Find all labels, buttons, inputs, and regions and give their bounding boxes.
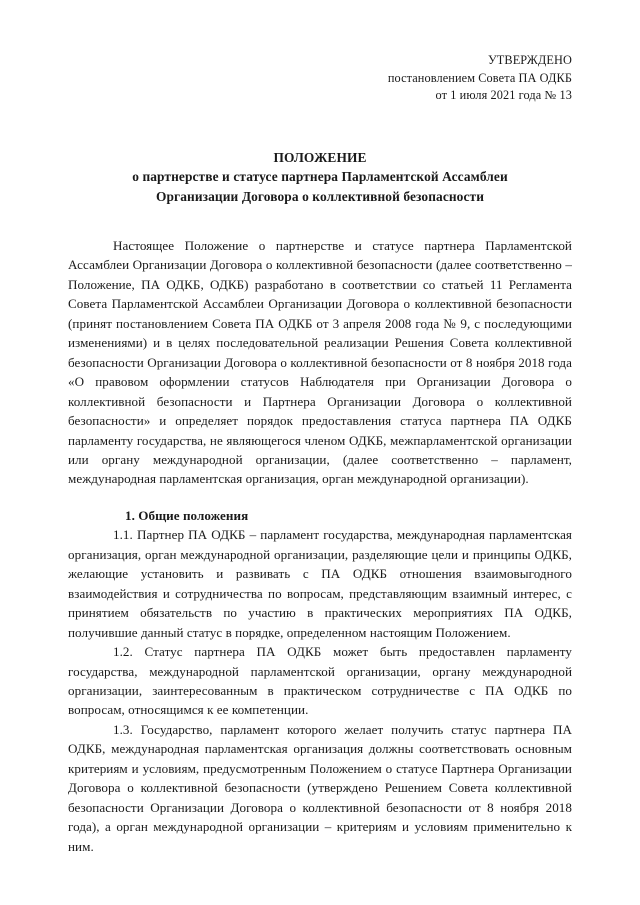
title-line-3: Организации Договора о коллективной безопасности	[155, 188, 485, 204]
approval-heading: УТВЕРЖДЕНО	[487, 53, 572, 67]
clause-1-2: 1.2. Статус партнера ПА ОДКБ может быть предоставлен парламенту государства, международной парламентской организации, органу международной организации, заинтересованным в практическом сотрудничестве с ПА ОДКБ по вопросам, относящимся к ее компетенции.	[68, 644, 572, 718]
section-heading-1: 1. Общие положения	[125, 507, 249, 523]
document-body	[68, 236, 572, 856]
clause-1-3: 1.3. Государство, парламент которого желает получить статус партнера ПА ОДКБ, международная парламентская организация должны соответствовать основным критериям и условиям, предусмотренным Положением о статусе Партнера Организации Договора о коллективной безопасности (утверждено Решением Совета коллективной безопасности Организации Договора о коллективной безопасности от 8 ноября 2018 года), а орган международной организации – критериям и условиям применительно к ним.	[68, 721, 572, 854]
intro-paragraph: Настоящее Положение о партнерстве и статусе партнера Парламентской Ассамблеи Организации Договора о коллективной безопасности (далее соответственно – Положение, ПА ОДКБ, ОДКБ) разработано в соответствии со статьей 11 Регламента Совета Парламентской Ассамблеи Организации Договора о коллективной безопасности (принят постановлением Совета ПА ОДКБ от 3 апреля 2008 года № 9, с последующими изменениями) и в целях последовательной реализации Решения Совета коллективной безопасности Организации Договора о коллективной безопасности от 8 ноября 2018 года «О правовом оформлении статусов Наблюдателя при Организации Договора о коллективной безопасности и Партнера Организации Договора о коллективной безопасности» и определяет порядок предоставления статуса партнера ПА ОДКБ парламенту государства, не являющегося членом ОДКБ, межпарламентской организации или органу международной организации, (далее соответственно – парламент, международная парламентская организация, орган международной организации).	[68, 238, 572, 487]
title-line-2: о партнерстве и статусе партнера Парламентской Ассамблеи	[132, 169, 508, 184]
clause-1-1: 1.1. Партнер ПА ОДКБ – парламент государства, международная парламентская организация, орган международной организации, разделяющие цели и принципы ОДКБ, желающие установить и развивать с ПА ОДКБ отношения взаимовыгодного взаимодействия и сотрудничества по вопросам, представляющим взаимный интерес, с принятием обязательств по участию в практических мероприятиях ПА ОДКБ, получившие данный статус в порядке, определенном настоящим Положением.	[68, 527, 572, 640]
page-content	[68, 52, 572, 856]
approval-block	[68, 52, 572, 105]
page-title	[68, 148, 572, 207]
approval-authority: постановлением Совета ПА ОДКБ	[387, 70, 572, 85]
title-line-1: ПОЛОЖЕНИЕ	[273, 149, 367, 165]
approval-date-number: от 1 июля 2021 года № 13	[435, 88, 572, 102]
